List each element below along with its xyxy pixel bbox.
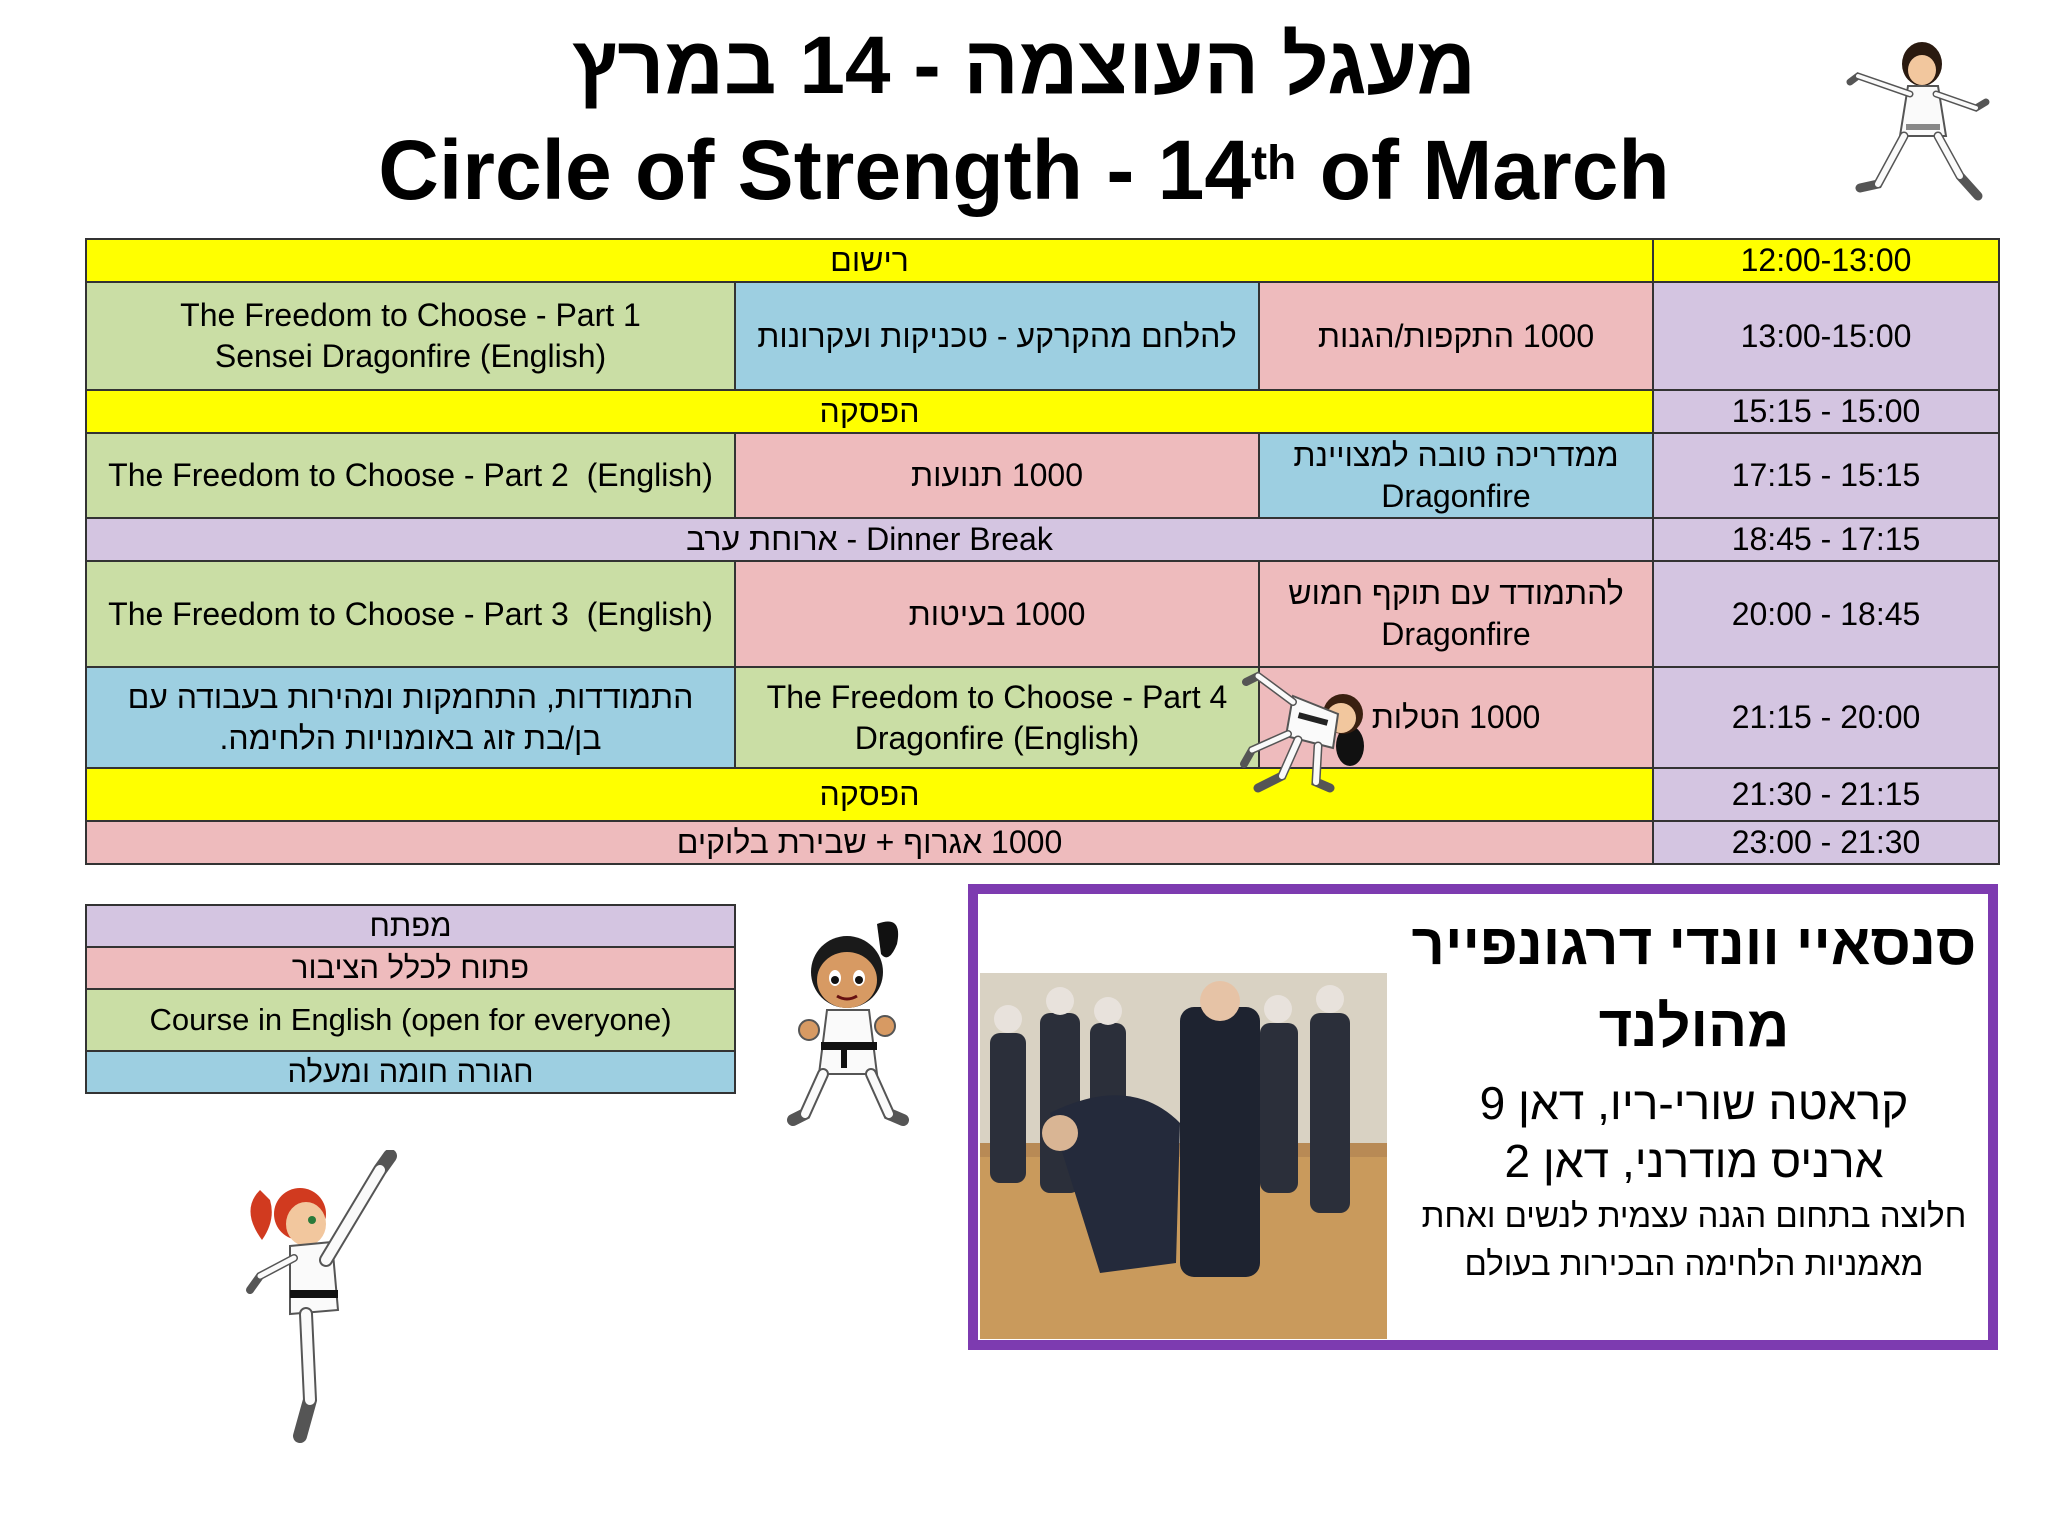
session-cell: The Freedom to Choose - Part 4 Dragonfire (English)	[735, 667, 1259, 768]
table-row	[86, 433, 1999, 518]
karate-girl-throw-icon	[1238, 656, 1388, 796]
time-cell: 15:15 - 15:00	[1653, 390, 1999, 433]
legend-title: מפתח	[86, 905, 735, 947]
sensei-description: חלוצה בתחום הגנה עצמית לנשים ואחת מאמניות הלחימה הבכירות בעולם	[1421, 1197, 1967, 1282]
session-cell: 1000 הטלות	[1259, 667, 1653, 768]
table-row	[86, 561, 1999, 667]
time-cell: 12:00-13:00	[1653, 239, 1999, 282]
table-row	[86, 821, 1999, 864]
session-cell: The Freedom to Choose - Part 2 (English)	[86, 433, 735, 518]
karate-girl-high-kick-icon	[240, 1150, 420, 1450]
table-row	[86, 390, 1999, 433]
women-training-photo	[980, 973, 1387, 1339]
title-english: Circle of Strength - 14th of March	[378, 123, 1670, 217]
sensei-info	[1400, 900, 1988, 1288]
table-row	[86, 768, 1999, 821]
time-cell: 21:15 - 20:00	[1653, 667, 1999, 768]
table-row	[86, 518, 1999, 561]
session-cell: The Freedom to Choose - Part 3 (English)	[86, 561, 735, 667]
title-hebrew: מעגל העוצמה - 14 במרץ	[572, 20, 1476, 111]
session-cell: להתמודד עם תוקף חמוש Dragonfire	[1259, 561, 1653, 667]
session-cell: ממדריכה טובה למצויינת Dragonfire	[1259, 433, 1653, 518]
table-row	[86, 282, 1999, 390]
session-cell: 1000 בעיטות	[735, 561, 1259, 667]
sensei-rank-karate: קראטה שורי-ריו, דאן 9	[1479, 1077, 1909, 1129]
time-cell: 17:15 - 15:15	[1653, 433, 1999, 518]
registration-cell: רישום	[86, 239, 1653, 282]
time-cell: 21:30 - 21:15	[1653, 768, 1999, 821]
session-cell: 1000 תנועות	[735, 433, 1259, 518]
legend-table	[85, 904, 736, 1094]
break-cell: הפסקה	[86, 768, 1653, 821]
time-cell: 13:00-15:00	[1653, 282, 1999, 390]
session-cell: The Freedom to Choose - Part 1 Sensei Dragonfire (English)	[86, 282, 735, 390]
karate-girl-stance-icon	[785, 914, 925, 1134]
table-row	[86, 667, 1999, 768]
break-cell: הפסקה	[86, 390, 1653, 433]
session-cell: התמודדות, התחמקות ומהירות בעבודה עם בן/בת זוג באומנויות הלחימה.	[86, 667, 735, 768]
sensei-rank-arnis: ארניס מודרני, דאן 2	[1504, 1135, 1884, 1187]
session-cell: 1000 אגרוף + שבירת בלוקים	[86, 821, 1653, 864]
session-cell: 1000 התקפות/הגנות	[1259, 282, 1653, 390]
session-cell: להלחם מהקרקע - טכניקות ועקרונות	[735, 282, 1259, 390]
dinner-cell: Dinner Break - ארוחת ערב	[86, 518, 1653, 561]
legend-item-public: פתוח לכלל הציבור	[86, 947, 735, 989]
legend-item-brown-belt: חגורה חומה ומעלה	[86, 1051, 735, 1093]
schedule-table	[85, 238, 2000, 865]
time-cell: 18:45 - 17:15	[1653, 518, 1999, 561]
time-cell: 23:00 - 21:30	[1653, 821, 1999, 864]
legend-item-english: Course in English (open for everyone)	[86, 989, 735, 1051]
time-cell: 20:00 - 18:45	[1653, 561, 1999, 667]
table-row	[86, 239, 1999, 282]
sensei-name: סנסאיי וונדי דרגונפייר מהולנד	[1411, 912, 1977, 1059]
karate-girl-dancing-icon	[1838, 36, 1994, 208]
